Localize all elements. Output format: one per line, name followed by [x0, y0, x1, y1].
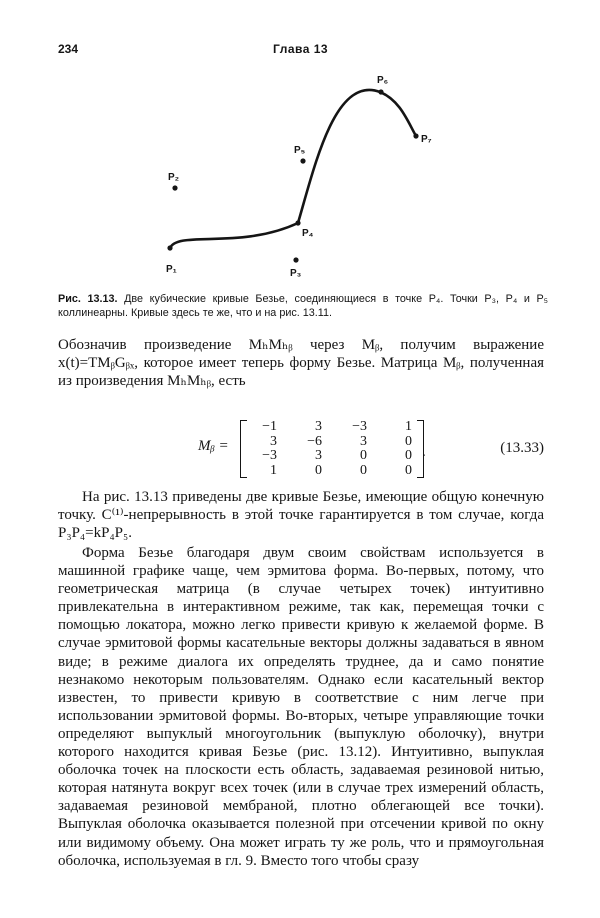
matrix-cell: −6: [307, 433, 322, 449]
label-p3: P₃: [290, 268, 302, 279]
label-p6: P₆: [377, 75, 389, 86]
matrix-row: [241, 435, 423, 450]
equation-13-33: [58, 420, 544, 478]
caption-label: Рис. 13.13.: [58, 293, 118, 305]
paragraph-1: Обозначив произведение MₕMₕᵦ через Mᵦ, получим выражение x(t)=TMᵦGᵦₓ, которое имеет теперь форму Безье. Матрица Mᵦ, полученная из произведения MₕMₕᵦ, есть: [58, 337, 544, 390]
matrix-row: [241, 449, 423, 464]
matrix-row: [241, 464, 423, 479]
matrix-mb: [240, 420, 424, 478]
control-point-p1: [167, 245, 172, 250]
matrix-cell: 0: [405, 433, 412, 449]
control-point-p6: [378, 89, 383, 94]
control-point-p3: [293, 257, 298, 262]
paragraph-3: Форма Безье благодаря двум своим свойствам используется в машинной графике чаще, чем эрмитова форма. Во-первых, потому, что геометрическая матрица (в случае четырех точек) интуитивно привлекательна в интерактивном режиме, так как, перемещая точки с помощью локатора, можно легко привести кривую к желаемой форме. В случае эрмитовой формы касательные векторы должны задаваться в явном виде; в режиме диалога их определять труднее, да и само понятие незнакомо некоторым пользователям. Однако если касательный вектор известен, то привести кривую в соответствие с ним легче при использовании эрмитовой формы. Во-вторых, четыре управляющие точки определяют выпуклый многоугольник (выпуклую оболочку), внутри которого находится кривая Безье (рис. 13.12). Интуитивно, выпуклая оболочка точек на плоскости есть область, задаваемая резиновой нитью, которая натянута вокруг всех точек (или в случае трех измерений область, задаваемая резиновой мембраной, плотно облегающей все точки). Выпуклая оболочка оказывается полезной при отсечении кривой по окну или видимому объему. Она может играть ту же роль, что и прямоугольная оболочка, используемая в гл. 9. Вместо того чтобы сразу: [58, 545, 544, 869]
matrix-cell: −3: [262, 448, 277, 463]
control-point-p7: [413, 133, 418, 138]
matrix-cell: −1: [262, 419, 277, 434]
matrix-cell: 0: [315, 462, 322, 478]
control-point-p4: [295, 220, 300, 225]
matrix-cell: 0: [360, 448, 367, 463]
equation-lhs: Mᵦ =: [198, 438, 229, 454]
equation-number: (13.33): [500, 440, 544, 456]
paragraph-2: На рис. 13.13 приведены две кривые Безье, имеющие общую конечную точку. C⁽¹⁾-непрерывность в этой точке гарантируется в том случае, когда P₃P₄=kP₄P₅.: [58, 489, 544, 542]
matrix-cell: 0: [405, 448, 412, 463]
matrix-cell: 3: [360, 433, 367, 449]
label-p7: P₇: [421, 134, 432, 145]
matrix-cell: 0: [360, 462, 367, 478]
matrix-cell: 3: [315, 448, 322, 463]
matrix-cell: −3: [352, 419, 367, 434]
label-p1: P₁: [166, 264, 177, 275]
chapter-title: Глава 13: [273, 42, 329, 56]
matrix-cell: 0: [405, 462, 412, 478]
figure-caption: [58, 292, 548, 320]
running-header: [58, 42, 542, 60]
label-p2: P₂: [168, 172, 180, 183]
bezier-figure: [150, 70, 450, 285]
label-p4: P₄: [302, 228, 314, 239]
control-point-p2: [172, 185, 177, 190]
matrix-cell: 3: [315, 419, 322, 434]
bezier-curve-1: [170, 223, 298, 248]
equation-trailing-dot: .: [422, 444, 426, 460]
bezier-diagram: [150, 70, 450, 285]
matrix-row: [241, 420, 423, 435]
page-number: 234: [58, 42, 79, 56]
label-p5: P₅: [294, 145, 306, 156]
matrix-cell: 1: [405, 419, 412, 434]
caption-text: Две кубические кривые Безье, соединяющиеся в точке P₄. Точки P₃, P₄ и P₅ коллинеарны. Кривые здесь те же, что и на рис. 13.11.: [58, 293, 549, 319]
matrix-cell: 3: [270, 433, 277, 449]
control-point-p5: [300, 158, 305, 163]
bezier-curve-2: [298, 90, 416, 223]
matrix-cell: 1: [270, 462, 277, 478]
